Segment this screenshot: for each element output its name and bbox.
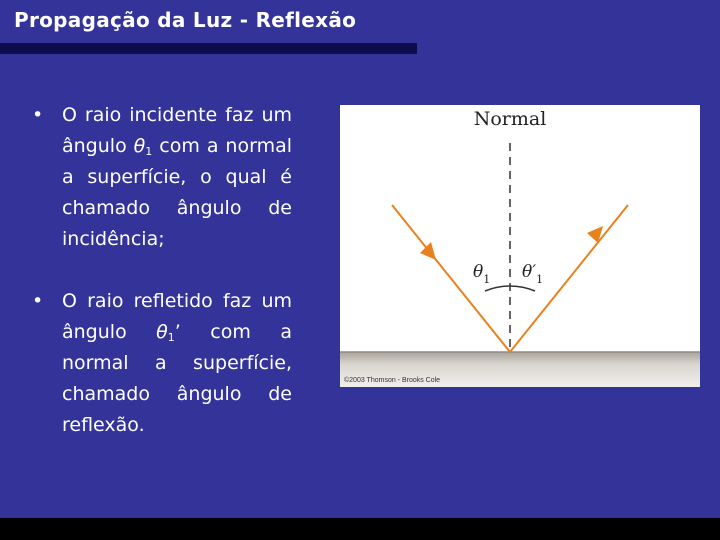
bullet-text-before: O raio refletido faz um ângulo <box>62 290 292 343</box>
bottom-bar <box>0 518 720 540</box>
normal-label: Normal <box>473 108 547 130</box>
theta-subscript: 1 <box>167 331 175 344</box>
bullet-list <box>30 100 292 472</box>
theta-symbol: θ <box>156 321 168 343</box>
bullet-text-after: com a normal a superfície, o qual é chamado ângulo de incidência; <box>62 135 293 250</box>
bullet-item-reflection <box>30 286 292 441</box>
bullet-glyph: • <box>32 290 44 312</box>
figure-background <box>340 105 700 387</box>
reflection-diagram <box>340 105 700 387</box>
bullet-text-after: ’ com a normal a superfície, chamado ângulo de reflexão. <box>62 321 293 436</box>
title-underline-bar <box>0 43 417 54</box>
bullet-glyph: • <box>32 104 44 126</box>
bullet-item-incidence <box>30 100 292 255</box>
copyright-text: ©2003 Thomson - Brooks Cole <box>344 377 441 384</box>
theta-reflected-label: $\theta'_1$ <box>522 262 544 286</box>
bullet-text-before: O raio incidente faz um ângulo <box>62 104 292 157</box>
theta-incident-label: $\theta_1$ <box>473 262 491 286</box>
theta-subscript: 1 <box>145 145 153 158</box>
theta-symbol: θ <box>133 135 146 157</box>
slide-title: Propagação da Luz - Reflexão <box>14 8 357 32</box>
